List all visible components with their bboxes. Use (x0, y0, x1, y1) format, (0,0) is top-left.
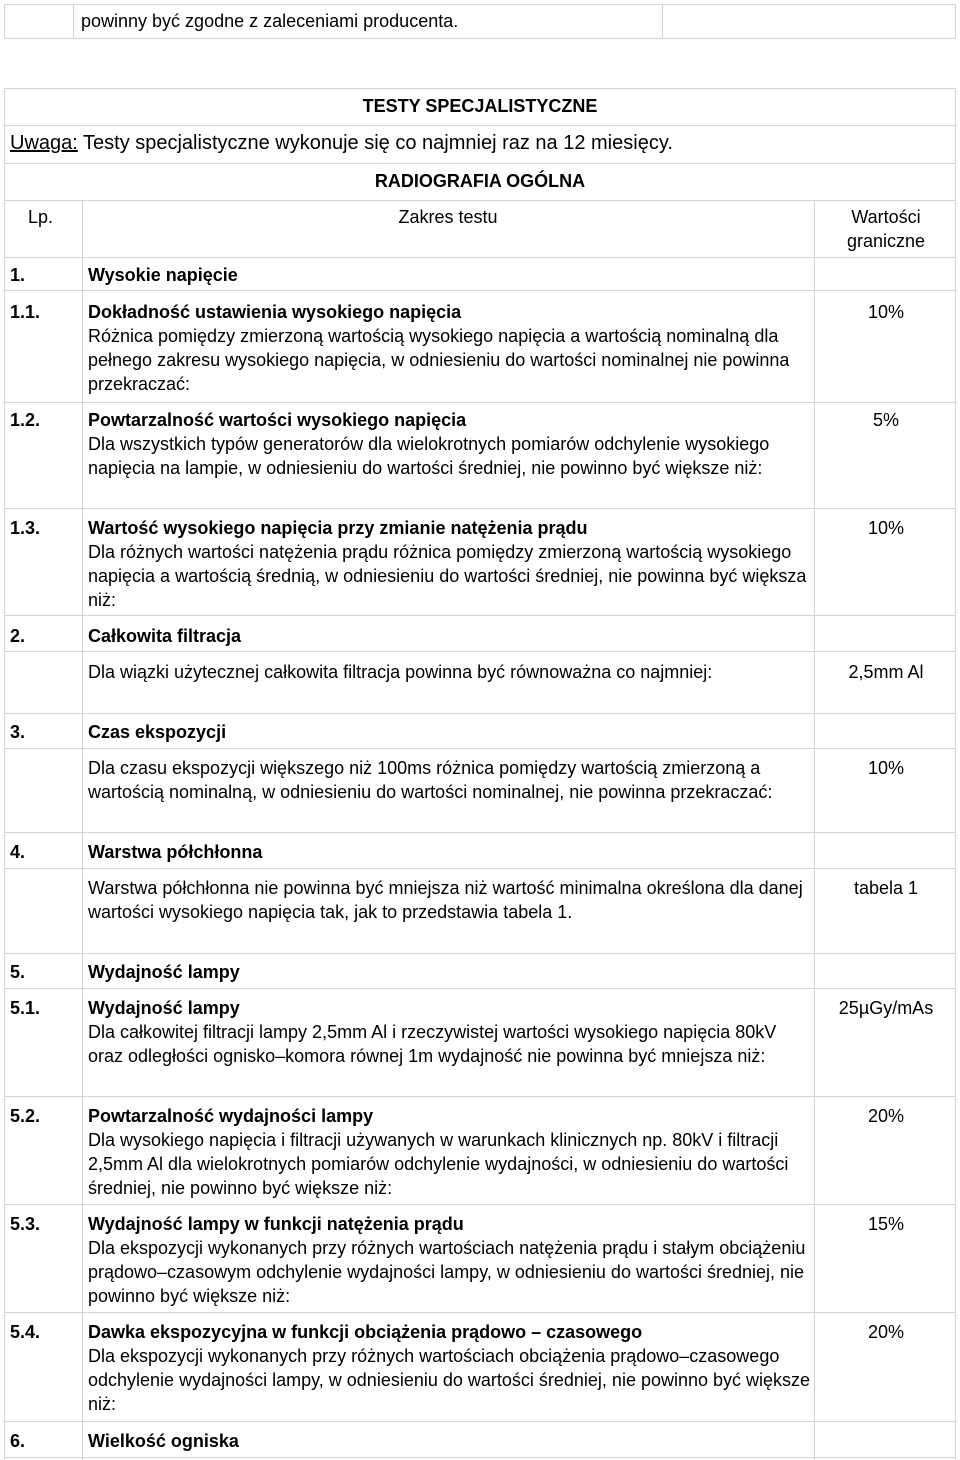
top-row-text: powinny być zgodne z zaleceniami producenta. (81, 11, 459, 31)
item-number: 5.3. (10, 1214, 41, 1234)
item-number: 1.3. (10, 518, 41, 538)
item-number: 1. (10, 265, 26, 285)
row-divider (4, 1204, 956, 1205)
main-table-left-border (4, 88, 5, 1460)
row-divider (4, 988, 956, 989)
section-title: TESTY SPECJALISTYCZNE (362, 96, 598, 116)
item-value: 10% (867, 302, 905, 322)
item-title: Całkowita filtracja (88, 626, 242, 646)
item-description: Różnica pomiędzy zmierzoną wartością wysokiego napięcia a wartością nominalną dla pełnego zakresu wysokiego napięcia, w odniesieniu do wartości nominalnej nie powinna przekraczać: (88, 326, 790, 394)
item-number: 5.2. (10, 1106, 41, 1126)
row-divider (4, 290, 956, 291)
limits-header-line2: graniczne (846, 231, 926, 251)
lp-header: Lp. (28, 207, 54, 227)
item-value: 20% (867, 1322, 905, 1342)
item-value: 20% (867, 1106, 905, 1126)
item-value: 15% (867, 1214, 905, 1234)
item-title: Wydajność lampy (88, 998, 240, 1018)
lp-col-divider (82, 200, 83, 1460)
item-description: Dla czasu ekspozycji większego niż 100ms różnica pomiędzy wartością zmierzoną a wartością nominalną, w odniesieniu do wartości nominalnej, nie powinna przekraczać: (88, 758, 773, 802)
note-label: Uwaga: (10, 132, 78, 154)
main-table-top-border (4, 88, 956, 89)
item-value: 10% (867, 758, 905, 778)
item-value: 5% (872, 410, 899, 430)
row-divider (4, 163, 956, 164)
item-title: Wydajność lampy (88, 962, 240, 982)
item-title: Dokładność ustawienia wysokiego napięcia (88, 302, 462, 322)
row-divider (4, 1096, 956, 1097)
item-description: Dla ekspozycji wykonanych przy różnych wartościach obciążenia prądowo–czasowego odchylenie wydajności lampy, w odniesieniu do wartości średniej, nie powinno być większe niż: (88, 1346, 811, 1414)
row-divider (4, 257, 956, 258)
item-number: 2. (10, 626, 26, 646)
item-number: 5. (10, 962, 26, 982)
note (10, 131, 673, 155)
item-description: Dla wysokiego napięcia i filtracji używanych w warunkach klinicznych np. 80kV i filtracji 2,5mm Al dla wielokrotnych pomiarów odchylenie wydajności, w odniesieniu do wartości średniej, nie powinno być większe niż: (88, 1130, 789, 1198)
row-divider (4, 713, 956, 714)
row-divider (4, 1421, 956, 1422)
top-table-col-divider-right (662, 4, 663, 39)
scope-header: Zakres testu (398, 207, 498, 227)
item-number: 3. (10, 722, 26, 742)
top-table-top-border (4, 4, 956, 5)
note-text: Testy specjalistyczne wykonuje się co najmniej raz na 12 miesięcy. (77, 132, 673, 154)
item-number: 4. (10, 842, 26, 862)
item-number: 1.1. (10, 302, 41, 322)
section-subtitle: RADIOGRAFIA OGÓLNA (374, 171, 586, 191)
item-description: Dla ekspozycji wykonanych przy różnych wartościach natężenia prądu i stałym obciążeniu prądowo–czasowym odchylenie wydajności lampy, w odniesieniu do wartości średniej, nie powinno być większe niż: (88, 1238, 806, 1306)
row-divider (4, 748, 956, 749)
item-title: Wartość wysokiego napięcia przy zmianie natężenia prądu (88, 518, 588, 538)
limits-header-line1: Wartości (851, 207, 921, 227)
item-number: 5.4. (10, 1322, 41, 1342)
item-description: Warstwa półchłonna nie powinna być mniejsza niż wartość minimalna określona dla danej wartości wysokiego napięcia tak, jak to przedstawia tabela 1. (88, 878, 803, 922)
item-description: Dla wszystkich typów generatorów dla wielokrotnych pomiarów odchylenie wysokiego napięcia na lampie, w odniesieniu do wartości średniej, nie powinno być większe niż: (88, 434, 770, 478)
item-title: Wielkość ogniska (88, 1431, 239, 1451)
item-value: tabela 1 (853, 878, 919, 898)
row-divider (4, 615, 956, 616)
item-description: Dla wiązki użytecznej całkowita filtracja powinna być równoważna co najmniej: (88, 662, 713, 682)
row-divider (4, 651, 956, 652)
row-divider (4, 868, 956, 869)
top-table-left-border (4, 4, 5, 39)
row-divider (4, 402, 956, 403)
row-divider (4, 1457, 956, 1458)
item-number: 6. (10, 1431, 26, 1451)
item-description: Dla różnych wartości natężenia prądu różnica pomiędzy zmierzoną wartością wysokiego napięcia a wartością średnią, w odniesieniu do wartości średniej, nie powinna być większa niż: (88, 542, 807, 610)
row-divider (4, 200, 956, 201)
row-divider (4, 953, 956, 954)
item-title: Powtarzalność wartości wysokiego napięcia (88, 410, 467, 430)
item-title: Czas ekspozycji (88, 722, 227, 742)
top-table-right-border (955, 4, 956, 39)
row-divider (4, 508, 956, 509)
item-number: 1.2. (10, 410, 41, 430)
top-table-col-divider (73, 4, 74, 39)
top-table-bottom-border (4, 38, 956, 39)
item-title: Wysokie napięcie (88, 265, 238, 285)
item-value: 2,5mm Al (848, 662, 924, 682)
item-number: 5.1. (10, 998, 41, 1018)
item-value: 25µGy/mAs (838, 998, 934, 1018)
row-divider (4, 1312, 956, 1313)
item-title: Dawka ekspozycyjna w funkcji obciążenia prądowo – czasowego (88, 1322, 643, 1342)
row-divider (4, 125, 956, 126)
row-divider (4, 832, 956, 833)
item-title: Warstwa półchłonna (88, 842, 263, 862)
item-value: 10% (867, 518, 905, 538)
item-title: Wydajność lampy w funkcji natężenia prądu (88, 1214, 464, 1234)
item-description: Dla całkowitej filtracji lampy 2,5mm Al i rzeczywistej wartości wysokiego napięcia 80kV oraz odległości ognisko–komora równej 1m wydajność nie powinna być mniejsza niż: (88, 1022, 777, 1066)
item-title: Powtarzalność wydajności lampy (88, 1106, 374, 1126)
value-col-divider (814, 200, 815, 1460)
